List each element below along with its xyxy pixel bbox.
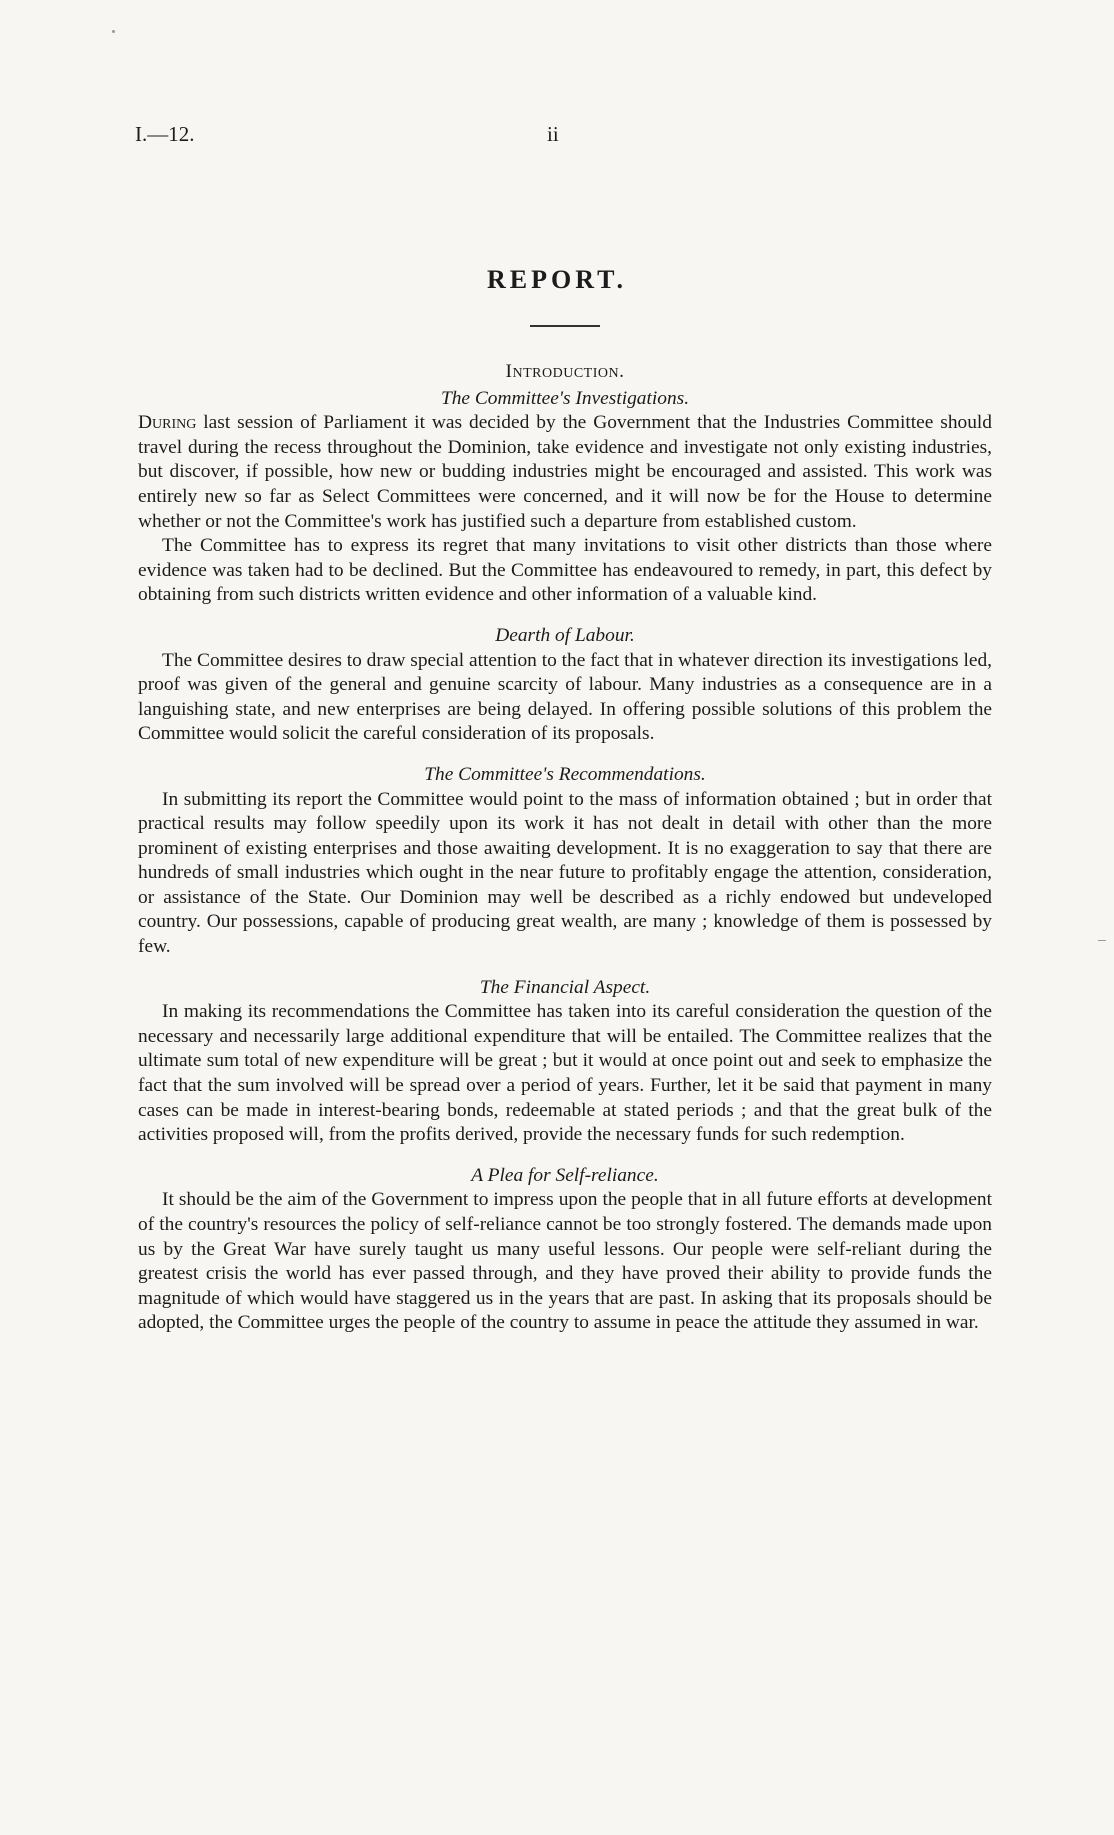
introduction-heading: Introduction.	[505, 361, 625, 382]
scan-speck	[1098, 940, 1106, 941]
paragraph: The Committee has to express its regret that many invitations to visit other districts than those where evidence was taken had to be declined. But the Committee has endeavoured to remedy, in part, this defect by obtaining from such districts written evidence and other information of a valuable kind.	[138, 535, 992, 606]
section-heading: The Financial Aspect.	[479, 976, 651, 998]
paragraph: It should be the aim of the Government to impress upon the people that in all future efforts at development of the country's resources the policy of self-reliance cannot be too strongly fostered. The demands made upon us by the Great War have surely taught us many useful lessons. Our people were self-reliant during the greatest crisis the world has ever passed through, and they have proved their ability to provide funds the magnitude of which would have staggered us in the years that are past. In asking that its proposals should be adopted, the Committee urges the people of the country to assume in peace the attitude they assumed in war.	[138, 1189, 992, 1334]
report-body	[138, 360, 992, 1336]
report-title: REPORT.	[487, 265, 627, 294]
page-header	[135, 122, 980, 152]
lead-word: During	[138, 412, 197, 434]
section-financial-aspect	[138, 976, 992, 1148]
section-self-reliance	[138, 1164, 992, 1336]
section-heading: The Committee's Investigations.	[440, 387, 690, 409]
paragraph: The Committee desires to draw special attention to the fact that in whatever direction its investigations led, proof was given of the general and genuine scarcity of labour. Many industries as a consequence are in a languishing state, and new enterprises are being delayed. In offering possible solutions of this problem the Committee would solicit the careful consideration of its proposals.	[138, 649, 992, 745]
section-heading: Dearth of Labour.	[495, 624, 635, 646]
paragraph: In submitting its report the Committee would point to the mass of information obtained ; but in order that practical results may follow speedily upon its work it has not dealt in detail with other than the more prominent of existing enterprises and those awaiting development. It is no exaggeration to say that there are hundreds of small industries which ought in the near future to profitably engage the attention, consideration, or assistance of the State. Our Dominion may well be described as a richly endowed but undeveloped country. Our possessions, capable of producing great wealth, are many ; knowledge of them is possessed by few.	[138, 788, 992, 958]
section-heading: A Plea for Self-reliance.	[471, 1164, 659, 1186]
section-recommendations	[138, 763, 992, 960]
scan-speck	[112, 30, 115, 33]
page-number: ii	[547, 122, 559, 146]
section-investigations	[138, 387, 992, 608]
paragraph	[138, 411, 992, 534]
paragraph: In making its recommendations the Committee has taken into its careful consideration the question of the necessary and necessarily large additional expenditure that will be entailed. The Committee realizes that the ultimate sum total of new expenditure will be great ; but it would at once point out and seek to emphasize the fact that the sum involved will be spread over a period of years. Further, let it be said that payment in many cases can be made in interest-bearing bonds, redeemable at stated periods ; and that the great bulk of the activities proposed will, from the profits derived, provide the necessary funds for such redemption.	[138, 1001, 992, 1146]
paragraph-text: last session of Parliament it was decided by the Government that the Industries Committee should travel during the recess throughout the Dominion, take evidence and investigate not only existing industries, but discover, if possible, how new or budding industries might be encouraged and assisted. This work was entirely new so far as Select Committees were concerned, and it will now be for the House to determine whether or not the Committee's work has justified such a departure from established custom.	[138, 412, 992, 532]
document-reference: I.—12.	[135, 122, 195, 146]
title-rule	[530, 325, 600, 327]
section-dearth-of-labour	[138, 624, 992, 747]
section-heading: The Committee's Recommendations.	[424, 763, 706, 785]
